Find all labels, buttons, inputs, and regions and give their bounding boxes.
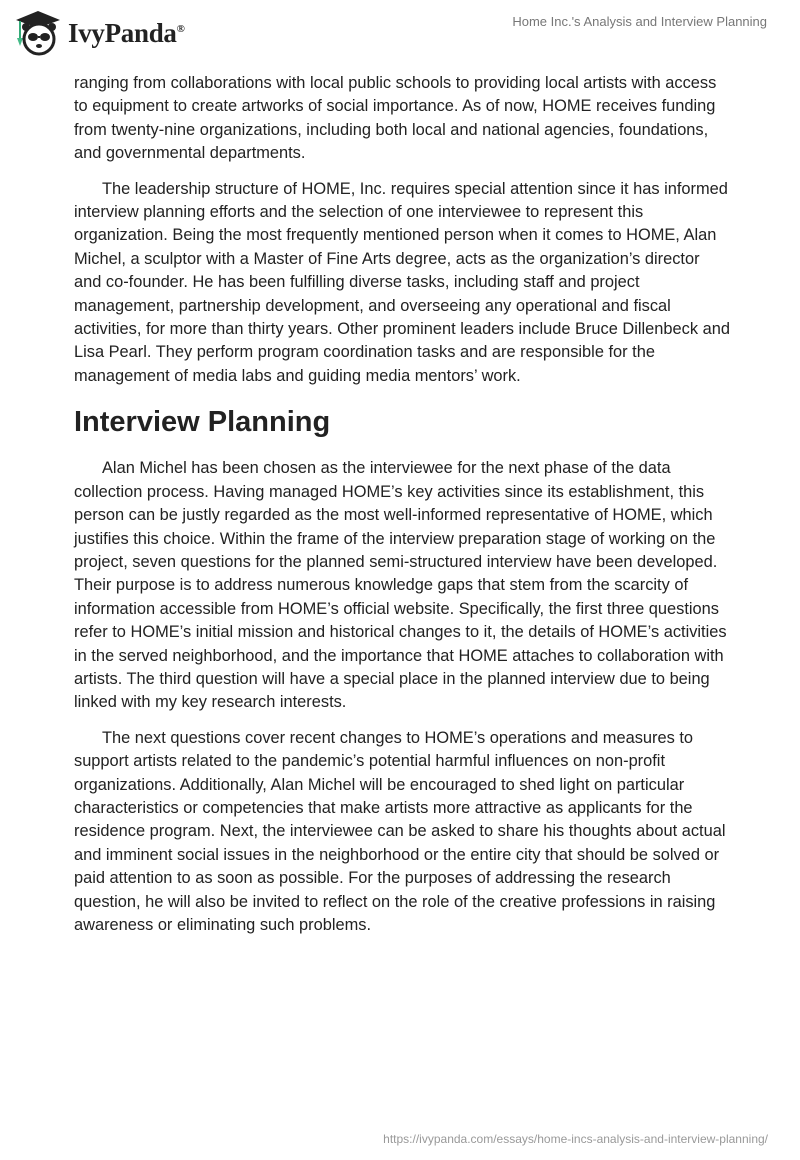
- panda-graduate-icon: [12, 8, 62, 58]
- brand-name: IvyPanda®: [68, 17, 185, 48]
- paragraph: The next questions cover recent changes to HOME’s operations and measures to support artists related to the pandemic’s potential harmful influences on non-profit organizations. Additionally, Alan Michel will be encouraged to shed light on particular characteristics or competencies that make artists more attractive as applicants for the residence program. Next, the interviewee can be asked to share his thoughts about actual and imminent social issues in the neighborhood or the entire city that should be solved or paid attention to as soon as possible. For the purposes of addressing the research question, he will also be invited to reflect on the role of the creative professions in raising awareness or eliminating such problems.: [74, 728, 726, 934]
- section-heading: Interview Planning: [74, 406, 331, 439]
- document-title: Home Inc.'s Analysis and Interview Planning: [512, 14, 767, 29]
- essay-body: [74, 72, 730, 949]
- ivypanda-logo[interactable]: [12, 8, 185, 58]
- paragraph: The leadership structure of HOME, Inc. requires special attention since it has informed interview planning efforts and the selection of one interviewee to represent this organization. Being the most frequently mentioned person when it comes to HOME, Alan Michel, a sculptor with a Master of Fine Arts degree, acts as the organization’s director and co-founder. He has been fulfilling diverse tasks, including staff and project management, partnership development, and overseeing any operational and fiscal activities, for more than thirty years. Other prominent leaders include Bruce Dillenbeck and Lisa Pearl. They perform program coordination tasks and are responsible for the management of media labs and guiding media mentors’ work.: [74, 179, 730, 385]
- paragraph: ranging from collaborations with local public schools to providing local artists with access to equipment to create artworks of social importance. As of now, HOME receives funding from twenty-nine organizations, including both local and national agencies, foundations, and governmental departments.: [74, 74, 717, 163]
- paragraph: Alan Michel has been chosen as the interviewee for the next phase of the data collection process. Having managed HOME’s key activities since its establishment, this person can be justly regarded as the most well-informed representative of HOME, which justifies this choice. Within the frame of the interview preparation stage of working on the project, seven questions for the planned semi-structured interview have been developed. Their purpose is to address numerous knowledge gaps that stem from the scarcity of information accessible from HOME’s official website. Specifically, the first three questions refer to HOME’s initial mission and historical changes to it, the details of HOME’s activities in the served neighborhood, and the importance that HOME attaches to collaboration with artists. The third question will have a special place in the planned interview due to being linked with my key research interests.: [74, 459, 727, 712]
- source-url[interactable]: https://ivypanda.com/essays/home-incs-analysis-and-interview-planning/: [383, 1132, 768, 1146]
